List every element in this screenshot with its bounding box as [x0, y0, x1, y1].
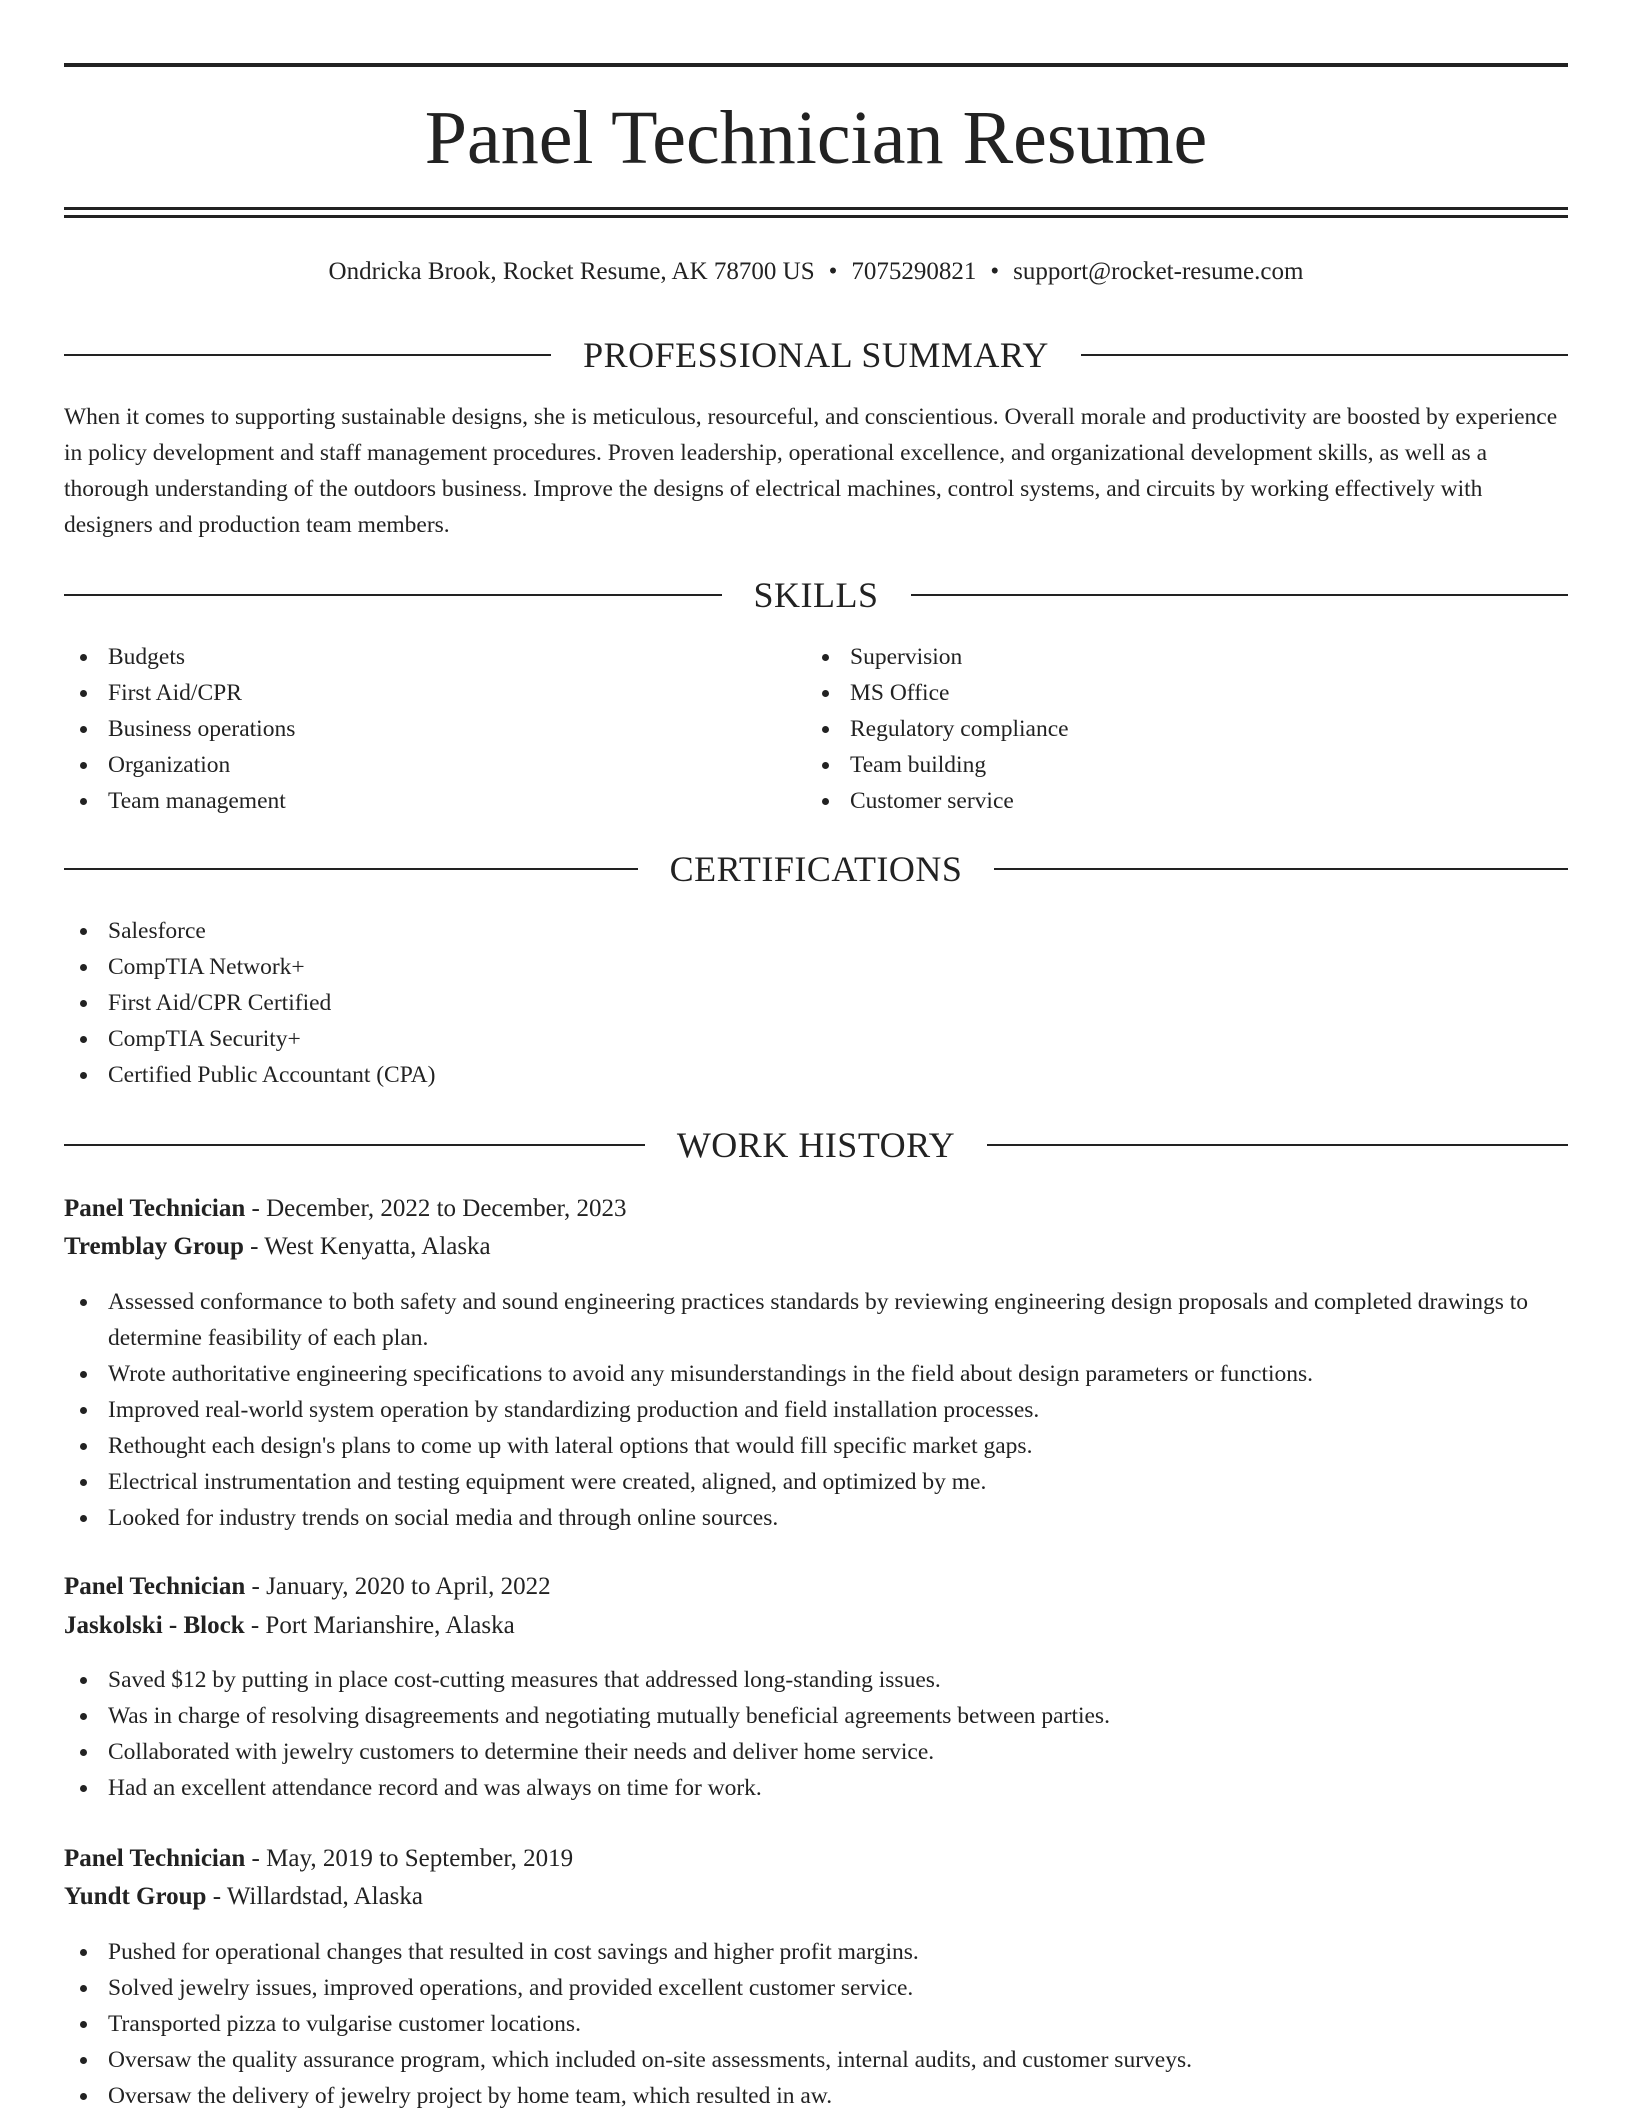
- skills-list-left: [64, 639, 804, 819]
- skill-item: Team management: [64, 783, 804, 819]
- job-duty-item: Oversaw the delivery of jewelry project by home team, which resulted in aw.: [64, 2078, 1568, 2114]
- skill-item: Regulatory compliance: [806, 711, 1546, 747]
- section-title: PROFESSIONAL SUMMARY: [583, 335, 1049, 375]
- job-duties-list: [64, 1284, 1568, 1536]
- heading-rule-left: [64, 1144, 645, 1146]
- certification-item: Salesforce: [64, 913, 1568, 949]
- job-duty-item: Improved real-world system operation by standardizing production and field installation processes.: [64, 1392, 1568, 1428]
- job-location: - Willardstad, Alaska: [206, 1883, 423, 1910]
- job-title: Panel Technician: [64, 1573, 246, 1600]
- heading-rule-right: [994, 868, 1568, 870]
- job-dates: - December, 2022 to December, 2023: [245, 1195, 627, 1222]
- job-title-line: [64, 1840, 1568, 1878]
- job-duty-item: Had an excellent attendance record and was always on time for work.: [64, 1770, 1568, 1806]
- job-company-line: [64, 1607, 1568, 1645]
- contact-phone: 7075290821: [851, 258, 977, 285]
- header-bottom-rule: [64, 207, 1568, 210]
- skills-list-right: [806, 639, 1546, 819]
- job-company: Yundt Group: [64, 1883, 207, 1910]
- heading-rule-left: [64, 354, 551, 356]
- summary-text: When it comes to supporting sustainable designs, she is meticulous, resourceful, and conscientious. Overall morale and productivity are boosted by experience in policy development and staff management procedures. Proven leadership, operational excellence, and organizational development skills, as well as a thorough understanding of the outdoors business. Improve the designs of electrical machines, control systems, and circuits by working effectively with designers and production team members.: [64, 404, 1558, 538]
- certification-item: Certified Public Accountant (CPA): [64, 1057, 1568, 1093]
- job-company-line: [64, 1878, 1568, 1916]
- header-top-rule: [64, 63, 1568, 67]
- certification-item: CompTIA Network+: [64, 949, 1568, 985]
- job-duty-item: Transported pizza to vulgarise customer locations.: [64, 2006, 1568, 2042]
- skill-item: Team building: [806, 747, 1546, 783]
- contact-address: Ondricka Brook, Rocket Resume, AK 78700 US: [328, 258, 815, 285]
- job-duty-item: Wrote authoritative engineering specifications to avoid any misunderstandings in the field about design parameters or functions.: [64, 1356, 1568, 1392]
- job-dates: - May, 2019 to September, 2019: [245, 1845, 574, 1872]
- heading-rule-right: [1081, 354, 1568, 356]
- certifications-list: [64, 913, 1568, 1093]
- skill-item: Customer service: [806, 783, 1546, 819]
- skill-item: MS Office: [806, 675, 1546, 711]
- header-bottom-rule-secondary: [64, 215, 1568, 218]
- skill-item: Organization: [64, 747, 804, 783]
- job-duty-item: Oversaw the quality assurance program, which included on-site assessments, internal audits, and customer surveys.: [64, 2042, 1568, 2078]
- job-title-line: [64, 1568, 1568, 1606]
- job-duty-item: Pushed for operational changes that resulted in cost savings and higher profit margins.: [64, 1934, 1568, 1970]
- contact-separator: •: [828, 258, 838, 285]
- job-title: Panel Technician: [64, 1195, 246, 1222]
- certification-item: First Aid/CPR Certified: [64, 985, 1568, 1021]
- section-title: SKILLS: [753, 575, 879, 615]
- job-location: - West Kenyatta, Alaska: [243, 1233, 491, 1260]
- job-duty-item: Saved $12 by putting in place cost-cutting measures that addressed long-standing issues.: [64, 1662, 1568, 1698]
- job-duty-item: Assessed conformance to both safety and sound engineering practices standards by reviewing engineering design proposals and completed drawings to determine feasibility of each plan.: [64, 1284, 1568, 1356]
- section-heading-work-history: [64, 1123, 1568, 1167]
- heading-rule-left: [64, 594, 722, 596]
- job-title-line: [64, 1190, 1568, 1228]
- skill-item: First Aid/CPR: [64, 675, 804, 711]
- job-duty-item: Was in charge of resolving disagreements and negotiating mutually beneficial agreements between parties.: [64, 1698, 1568, 1734]
- job-duty-item: Collaborated with jewelry customers to determine their needs and deliver home service.: [64, 1734, 1568, 1770]
- job-company: Jaskolski - Block: [64, 1612, 245, 1639]
- skill-item: Supervision: [806, 639, 1546, 675]
- section-heading-certifications: [64, 847, 1568, 891]
- section-title: WORK HISTORY: [676, 1125, 956, 1165]
- section-title: CERTIFICATIONS: [669, 849, 963, 889]
- heading-rule-left: [64, 868, 638, 870]
- contact-line: [64, 252, 1568, 292]
- resume-title: Panel Technician Resume: [424, 96, 1208, 180]
- job-duties-list: [64, 1662, 1568, 1806]
- heading-rule-right: [987, 1144, 1568, 1146]
- skill-item: Business operations: [64, 711, 804, 747]
- contact-email: support@rocket-resume.com: [1013, 258, 1304, 285]
- job-duty-item: Solved jewelry issues, improved operations, and provided excellent customer service.: [64, 1970, 1568, 2006]
- job-dates: - January, 2020 to April, 2022: [245, 1573, 551, 1600]
- job-location: - Port Marianshire, Alaska: [244, 1612, 515, 1639]
- section-heading-summary: [64, 333, 1568, 377]
- contact-separator: •: [990, 258, 1000, 285]
- job-company-line: [64, 1228, 1568, 1266]
- job-duties-list: [64, 1934, 1568, 2114]
- job-title: Panel Technician: [64, 1845, 246, 1872]
- job-duty-item: Electrical instrumentation and testing equipment were created, aligned, and optimized by me.: [64, 1464, 1568, 1500]
- skill-item: Budgets: [64, 639, 804, 675]
- heading-rule-right: [911, 594, 1569, 596]
- job-duty-item: Looked for industry trends on social media and through online sources.: [64, 1500, 1568, 1536]
- section-heading-skills: [64, 573, 1568, 617]
- certification-item: CompTIA Security+: [64, 1021, 1568, 1057]
- job-company: Tremblay Group: [64, 1233, 244, 1260]
- job-duty-item: Rethought each design's plans to come up with lateral options that would fill specific market gaps.: [64, 1428, 1568, 1464]
